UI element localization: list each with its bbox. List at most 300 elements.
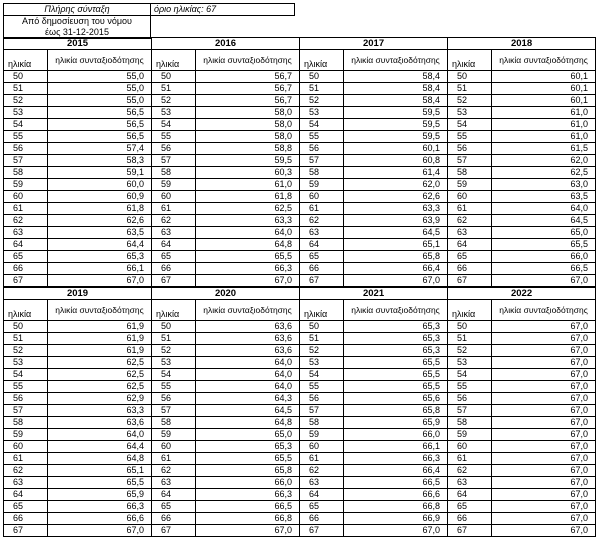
table-row — [4, 393, 596, 405]
age-cell: 61 — [152, 453, 196, 465]
table-row — [4, 513, 596, 525]
age-cell: 58 — [152, 417, 196, 429]
table-row — [4, 345, 596, 357]
pension-age-cell: 56,7 — [196, 95, 300, 107]
pension-age-cell: 64,0 — [196, 227, 300, 239]
pension-age-cell: 58,4 — [344, 71, 448, 83]
pension-age-cell: 60,8 — [344, 155, 448, 167]
table-row — [4, 95, 596, 107]
age-cell: 65 — [4, 251, 48, 263]
pension-age-cell: 65,9 — [344, 417, 448, 429]
pension-age-cell: 58,3 — [48, 155, 152, 167]
column-header-row — [4, 300, 596, 321]
age-cell: 66 — [448, 513, 492, 525]
pension-age-cell: 67,0 — [492, 321, 596, 333]
pension-age-cell: 63,0 — [492, 179, 596, 191]
table-row — [4, 465, 596, 477]
age-cell: 60 — [152, 441, 196, 453]
pension-age-cell: 65,1 — [344, 239, 448, 251]
age-cell: 58 — [300, 167, 344, 179]
age-cell: 64 — [448, 239, 492, 251]
age-cell: 57 — [448, 155, 492, 167]
pension-age-cell: 67,0 — [492, 465, 596, 477]
pension-age-cell: 62,0 — [492, 155, 596, 167]
age-cell: 51 — [4, 83, 48, 95]
pension-age-cell: 67,0 — [492, 381, 596, 393]
age-cell: 63 — [300, 227, 344, 239]
pension-age-cell: 60,1 — [492, 83, 596, 95]
age-cell: 57 — [4, 405, 48, 417]
age-cell: 63 — [152, 227, 196, 239]
pension-age-cell: 61,5 — [492, 143, 596, 155]
pension-age-cell: 59,1 — [48, 167, 152, 179]
column-header-age: ηλικία — [448, 50, 492, 71]
age-cell: 53 — [300, 107, 344, 119]
table-row — [4, 251, 596, 263]
table-row — [4, 179, 596, 191]
age-cell: 60 — [4, 441, 48, 453]
age-cell: 62 — [448, 215, 492, 227]
pension-age-cell: 64,3 — [196, 393, 300, 405]
age-cell: 64 — [152, 239, 196, 251]
age-limit-label: όριο ηλικίας: 67 — [151, 4, 295, 16]
age-cell: 66 — [448, 263, 492, 275]
table-row — [4, 405, 596, 417]
table-row — [4, 239, 596, 251]
pension-age-cell: 60,1 — [492, 95, 596, 107]
pension-age-cell: 58,0 — [196, 107, 300, 119]
pension-age-cell: 67,0 — [492, 393, 596, 405]
pension-age-cell: 64,5 — [344, 227, 448, 239]
header-box — [3, 3, 295, 39]
column-header-age: ηλικία — [448, 300, 492, 321]
age-cell: 52 — [448, 345, 492, 357]
pension-table-2015-2018 — [3, 37, 596, 287]
law-period-line2: έως 31-12-2015 — [4, 27, 151, 39]
age-cell: 54 — [300, 369, 344, 381]
pension-age-cell: 66,6 — [344, 489, 448, 501]
age-cell: 67 — [152, 275, 196, 287]
year-label: 2019 — [4, 288, 152, 300]
age-cell: 60 — [448, 191, 492, 203]
age-cell: 51 — [448, 333, 492, 345]
pension-age-cell: 65,5 — [344, 381, 448, 393]
pension-age-cell: 63,6 — [196, 345, 300, 357]
pension-age-cell: 67,0 — [492, 429, 596, 441]
pension-age-cell: 66,8 — [196, 513, 300, 525]
pension-age-cell: 63,5 — [492, 191, 596, 203]
year-header-row — [4, 288, 596, 300]
age-cell: 58 — [4, 167, 48, 179]
table-row — [4, 263, 596, 275]
age-cell: 57 — [152, 405, 196, 417]
pension-age-cell: 66,6 — [48, 513, 152, 525]
pension-age-cell: 66,4 — [344, 465, 448, 477]
age-cell: 63 — [448, 227, 492, 239]
pension-age-cell: 65,3 — [344, 321, 448, 333]
year-label: 2020 — [152, 288, 300, 300]
pension-age-cell: 65,0 — [196, 429, 300, 441]
table-row — [4, 275, 596, 287]
table-row — [4, 83, 596, 95]
table-row — [4, 417, 596, 429]
age-cell: 50 — [152, 71, 196, 83]
pension-age-cell: 67,0 — [492, 477, 596, 489]
column-header-pension-age: ηλικία συνταξιοδότησης — [48, 50, 152, 71]
pension-age-cell: 66,3 — [196, 263, 300, 275]
pension-age-cell: 62,5 — [48, 381, 152, 393]
age-cell: 63 — [448, 477, 492, 489]
pension-age-cell: 67,0 — [492, 489, 596, 501]
pension-age-cell: 61,8 — [48, 203, 152, 215]
age-cell: 66 — [4, 513, 48, 525]
table-row — [4, 107, 596, 119]
age-cell: 57 — [300, 155, 344, 167]
pension-age-cell: 66,4 — [344, 263, 448, 275]
pension-age-cell: 67,0 — [492, 453, 596, 465]
pension-age-cell: 55,0 — [48, 71, 152, 83]
age-cell: 67 — [4, 275, 48, 287]
age-cell: 66 — [4, 263, 48, 275]
pension-age-cell: 66,9 — [344, 513, 448, 525]
age-cell: 59 — [4, 429, 48, 441]
column-header-age: ηλικία — [152, 50, 196, 71]
age-cell: 54 — [4, 369, 48, 381]
age-cell: 54 — [152, 369, 196, 381]
pension-age-cell: 66,0 — [196, 477, 300, 489]
pension-age-cell: 61,9 — [48, 333, 152, 345]
pension-age-cell: 65,5 — [492, 239, 596, 251]
pension-age-cell: 65,3 — [344, 333, 448, 345]
pension-age-cell: 67,0 — [48, 275, 152, 287]
pension-age-cell: 58,8 — [196, 143, 300, 155]
pension-age-cell: 60,0 — [48, 179, 152, 191]
age-cell: 51 — [4, 333, 48, 345]
age-cell: 56 — [152, 143, 196, 155]
age-cell: 50 — [4, 71, 48, 83]
pension-age-cell: 58,0 — [196, 131, 300, 143]
pension-age-cell: 62,5 — [48, 369, 152, 381]
age-cell: 54 — [448, 119, 492, 131]
age-cell: 58 — [152, 167, 196, 179]
pension-age-cell: 61,0 — [492, 131, 596, 143]
age-cell: 53 — [4, 357, 48, 369]
pension-age-cell: 63,6 — [48, 417, 152, 429]
pension-age-cell: 61,0 — [196, 179, 300, 191]
pension-age-cell: 56,5 — [48, 131, 152, 143]
year-label: 2018 — [448, 38, 596, 50]
pension-age-cell: 65,8 — [196, 465, 300, 477]
age-cell: 57 — [152, 155, 196, 167]
pension-age-cell: 64,5 — [196, 405, 300, 417]
law-period-line1: Από δημοσίευση του νόμου — [4, 16, 151, 28]
pension-age-cell: 64,0 — [196, 381, 300, 393]
pension-age-cell: 66,5 — [344, 477, 448, 489]
table-row — [4, 489, 596, 501]
pension-age-cell: 64,0 — [196, 369, 300, 381]
age-cell: 67 — [4, 525, 48, 537]
age-cell: 50 — [448, 321, 492, 333]
pension-age-cell: 59,5 — [344, 119, 448, 131]
table-row — [4, 369, 596, 381]
pension-age-cell: 66,3 — [196, 489, 300, 501]
pension-age-cell: 62,9 — [48, 393, 152, 405]
pension-age-cell: 65,5 — [48, 477, 152, 489]
pension-age-cell: 63,9 — [344, 215, 448, 227]
year-label: 2015 — [4, 38, 152, 50]
age-cell: 52 — [448, 95, 492, 107]
age-cell: 57 — [448, 405, 492, 417]
pension-age-cell: 65,8 — [344, 251, 448, 263]
pension-age-cell: 61,9 — [48, 345, 152, 357]
age-cell: 65 — [152, 251, 196, 263]
age-cell: 56 — [300, 393, 344, 405]
age-cell: 52 — [300, 345, 344, 357]
pension-age-cell: 65,6 — [344, 393, 448, 405]
pension-age-cell: 65,5 — [196, 251, 300, 263]
pension-age-cell: 60,3 — [196, 167, 300, 179]
pension-age-cell: 56,7 — [196, 83, 300, 95]
age-cell: 56 — [4, 143, 48, 155]
pension-age-cell: 56,7 — [196, 71, 300, 83]
age-cell: 67 — [300, 525, 344, 537]
pension-age-cell: 66,5 — [492, 263, 596, 275]
age-cell: 51 — [300, 333, 344, 345]
age-cell: 53 — [4, 107, 48, 119]
age-cell: 58 — [448, 417, 492, 429]
pension-age-cell: 62,6 — [344, 191, 448, 203]
age-cell: 60 — [300, 441, 344, 453]
table-row — [4, 155, 596, 167]
pension-age-cell: 65,0 — [492, 227, 596, 239]
pension-age-cell: 61,9 — [48, 321, 152, 333]
age-cell: 55 — [4, 131, 48, 143]
table-row — [4, 71, 596, 83]
pension-age-cell: 64,0 — [492, 203, 596, 215]
pension-age-cell: 59,5 — [196, 155, 300, 167]
age-cell: 65 — [448, 251, 492, 263]
column-header-pension-age: ηλικία συνταξιοδότησης — [492, 300, 596, 321]
table-row — [4, 191, 596, 203]
age-cell: 59 — [152, 429, 196, 441]
age-cell: 62 — [152, 215, 196, 227]
pension-age-cell: 59,5 — [344, 107, 448, 119]
pension-age-cell: 65,5 — [196, 453, 300, 465]
pension-age-cell: 66,1 — [344, 441, 448, 453]
age-cell: 62 — [300, 465, 344, 477]
age-cell: 65 — [300, 251, 344, 263]
age-cell: 57 — [4, 155, 48, 167]
column-header-pension-age: ηλικία συνταξιοδότησης — [344, 50, 448, 71]
pension-age-cell: 66,1 — [48, 263, 152, 275]
pension-age-cell: 67,0 — [492, 345, 596, 357]
year-label: 2022 — [448, 288, 596, 300]
age-cell: 67 — [300, 275, 344, 287]
pension-age-cell: 63,3 — [196, 215, 300, 227]
table-row — [4, 203, 596, 215]
pension-age-cell: 57,4 — [48, 143, 152, 155]
pension-age-cell: 65,1 — [48, 465, 152, 477]
age-cell: 50 — [448, 71, 492, 83]
age-cell: 52 — [152, 95, 196, 107]
pension-age-cell: 61,0 — [492, 119, 596, 131]
pension-age-cell: 67,0 — [492, 405, 596, 417]
age-cell: 54 — [152, 119, 196, 131]
age-cell: 67 — [448, 275, 492, 287]
full-pension-label: Πλήρης σύνταξη — [4, 4, 151, 16]
age-cell: 60 — [4, 191, 48, 203]
age-cell: 55 — [152, 381, 196, 393]
pension-age-cell: 56,5 — [48, 107, 152, 119]
age-cell: 55 — [300, 381, 344, 393]
age-cell: 52 — [300, 95, 344, 107]
age-cell: 59 — [448, 429, 492, 441]
age-cell: 60 — [300, 191, 344, 203]
table-row — [4, 477, 596, 489]
pension-age-cell: 62,6 — [48, 215, 152, 227]
age-cell: 53 — [448, 107, 492, 119]
year-label: 2016 — [152, 38, 300, 50]
age-cell: 54 — [448, 369, 492, 381]
column-header-age: ηλικία — [300, 50, 344, 71]
column-header-pension-age: ηλικία συνταξιοδότησης — [196, 50, 300, 71]
age-cell: 50 — [4, 321, 48, 333]
age-cell: 61 — [448, 203, 492, 215]
pension-age-cell: 67,0 — [492, 369, 596, 381]
age-cell: 62 — [152, 465, 196, 477]
pension-age-cell: 55,0 — [48, 95, 152, 107]
table-row — [4, 429, 596, 441]
pension-age-cell: 62,5 — [48, 357, 152, 369]
pension-age-cell: 63,3 — [48, 405, 152, 417]
pension-age-cell: 67,0 — [344, 275, 448, 287]
pension-age-cell: 66,8 — [344, 501, 448, 513]
pension-age-cell: 65,5 — [344, 369, 448, 381]
pension-age-cell: 67,0 — [492, 441, 596, 453]
pension-age-cell: 66,0 — [492, 251, 596, 263]
column-header-pension-age: ηλικία συνταξιοδότησης — [48, 300, 152, 321]
pension-age-cell: 59,5 — [344, 131, 448, 143]
pension-age-cell: 64,8 — [48, 453, 152, 465]
pension-age-cell: 62,0 — [344, 179, 448, 191]
age-cell: 54 — [4, 119, 48, 131]
pension-age-cell: 67,0 — [492, 501, 596, 513]
age-cell: 66 — [152, 263, 196, 275]
table-row — [4, 441, 596, 453]
pension-age-cell: 65,9 — [48, 489, 152, 501]
age-cell: 56 — [4, 393, 48, 405]
age-cell: 67 — [152, 525, 196, 537]
pension-age-cell: 65,5 — [344, 357, 448, 369]
age-cell: 62 — [4, 215, 48, 227]
age-cell: 55 — [152, 131, 196, 143]
table-row — [4, 453, 596, 465]
column-header-pension-age: ηλικία συνταξιοδότησης — [196, 300, 300, 321]
age-cell: 63 — [152, 477, 196, 489]
age-cell: 66 — [152, 513, 196, 525]
table-row — [4, 357, 596, 369]
table-row — [4, 215, 596, 227]
column-header-pension-age: ηλικία συνταξιοδότησης — [492, 50, 596, 71]
pension-age-cell: 64,0 — [48, 429, 152, 441]
pension-age-cell: 67,0 — [344, 525, 448, 537]
age-cell: 51 — [448, 83, 492, 95]
age-cell: 64 — [300, 239, 344, 251]
age-cell: 50 — [152, 321, 196, 333]
pension-age-cell: 67,0 — [492, 417, 596, 429]
age-cell: 58 — [4, 417, 48, 429]
age-cell: 61 — [300, 453, 344, 465]
age-cell: 51 — [152, 333, 196, 345]
year-header-row — [4, 38, 596, 50]
column-header-age: ηλικία — [300, 300, 344, 321]
pension-age-cell: 66,0 — [344, 429, 448, 441]
header-spacer — [151, 16, 295, 28]
age-cell: 61 — [4, 203, 48, 215]
pension-age-cell: 63,6 — [196, 333, 300, 345]
pension-age-cell: 67,0 — [492, 513, 596, 525]
pension-age-cell: 62,5 — [196, 203, 300, 215]
age-cell: 52 — [152, 345, 196, 357]
pension-age-cell: 61,4 — [344, 167, 448, 179]
age-cell: 65 — [300, 501, 344, 513]
age-cell: 58 — [448, 167, 492, 179]
age-cell: 65 — [448, 501, 492, 513]
age-cell: 64 — [4, 239, 48, 251]
age-cell: 59 — [152, 179, 196, 191]
age-cell: 55 — [300, 131, 344, 143]
age-cell: 50 — [300, 71, 344, 83]
table-row — [4, 119, 596, 131]
column-header-age: ηλικία — [4, 50, 48, 71]
age-cell: 51 — [152, 83, 196, 95]
age-cell: 52 — [4, 95, 48, 107]
age-cell: 57 — [300, 405, 344, 417]
pension-table-2019-2022 — [3, 287, 596, 537]
pension-age-cell: 61,8 — [196, 191, 300, 203]
table-row — [4, 333, 596, 345]
age-cell: 62 — [300, 215, 344, 227]
table-row — [4, 501, 596, 513]
age-cell: 56 — [448, 393, 492, 405]
table-row — [4, 525, 596, 537]
pension-age-cell: 65,3 — [48, 251, 152, 263]
pension-age-cell: 55,0 — [48, 83, 152, 95]
age-cell: 51 — [300, 83, 344, 95]
age-cell: 64 — [300, 489, 344, 501]
age-cell: 66 — [300, 513, 344, 525]
pension-age-cell: 67,0 — [492, 357, 596, 369]
pension-age-cell: 62,5 — [492, 167, 596, 179]
pension-age-cell: 67,0 — [48, 525, 152, 537]
age-cell: 66 — [300, 263, 344, 275]
age-cell: 63 — [4, 477, 48, 489]
column-header-age: ηλικία — [152, 300, 196, 321]
pension-age-cell: 58,4 — [344, 95, 448, 107]
age-cell: 59 — [300, 429, 344, 441]
age-cell: 55 — [448, 381, 492, 393]
age-cell: 53 — [300, 357, 344, 369]
age-cell: 58 — [300, 417, 344, 429]
pension-age-cell: 64,4 — [48, 239, 152, 251]
pension-age-cell: 67,0 — [196, 275, 300, 287]
age-cell: 60 — [448, 441, 492, 453]
pension-age-cell: 66,3 — [48, 501, 152, 513]
pension-age-cell: 63,6 — [196, 321, 300, 333]
year-label: 2017 — [300, 38, 448, 50]
pension-age-cell: 61,0 — [492, 107, 596, 119]
age-cell: 56 — [448, 143, 492, 155]
